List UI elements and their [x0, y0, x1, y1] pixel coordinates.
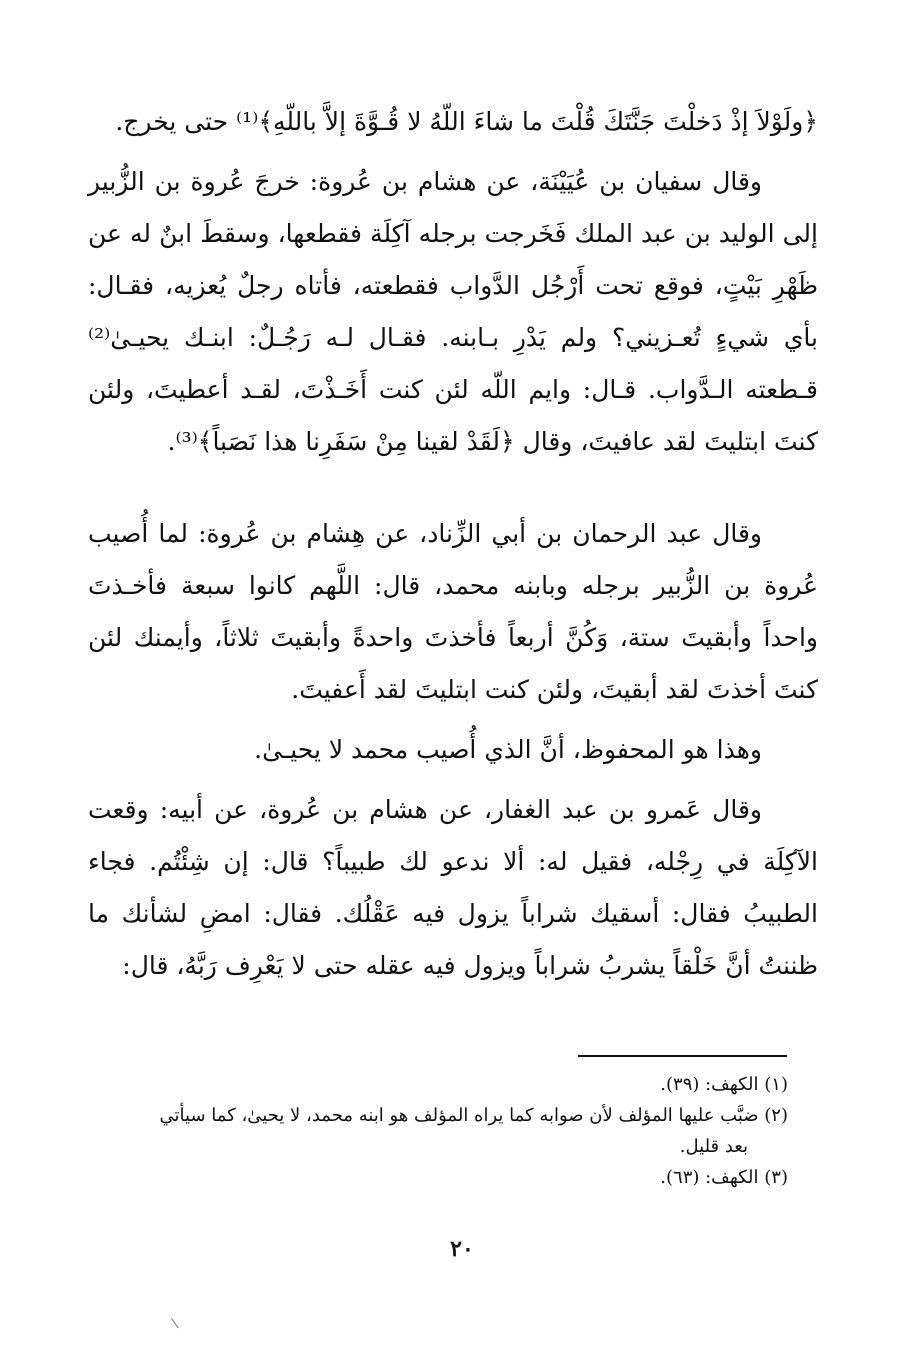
footnotes	[88, 1069, 788, 1193]
paragraph-sufyan: وقال سفيان بن عُيَيْنَة، عن هشام بن عُروة: خرجَ عُروة بن الزُّبير إلى الوليد بن عبد الملك فَخَرجت برجله آكِلَة فقطعها، وسقطَ ابنٌ له عن ظَهْرِ بَيْتٍ، فوقع تحت أَرْجُل الدَّواب فقطعته، فأتاه رجلٌ يُعزيه، فقـال: بأي شيءٍ تُعـزيني؟ ولم يَدْرِ بـابنه. فقـال لـه رَجُـلٌ: ابنـك يحيـىٰ⁽²⁾ قـطعته الـدَّواب. قـال: وايم اللّه لئن كنت أَخَـذْتَ، لقـد أعطيتَ، ولئن كنتَ ابتليتَ لقد عافيتَ، وقال ﴿لَقَدْ لقينا مِنْ سَفَرِنا هذا نَصَباً﴾⁽³⁾.	[88, 167, 818, 456]
footnote-3: (٣) الكهف: (٦٣).	[660, 1167, 788, 1188]
scan-speck	[171, 1316, 182, 1329]
footnote-1: (١) الكهف: (٣٩).	[660, 1074, 788, 1095]
paragraph-quran-verse: ﴿ولَوْلاَ إذْ دَخلْتَ جَنَّتَكَ قُلْتَ ما شاءَ اللّهُ لا قُـوَّةَ إلاَّ باللّهِ﴾⁽¹⁾ حتى يخرج.	[115, 107, 818, 136]
main-text	[88, 96, 818, 992]
footnote-divider	[578, 1055, 787, 1057]
footnote-2-continued: بعد قليل.	[679, 1136, 748, 1157]
paragraph-amr: وقال عَمرو بن عبد الغفار، عن هشام بن عُروة، عن أبيه: وقعت الآكِلَة في رِجْله، فقيل له: ألا ندعو لك طبيباً؟ قال: إن شِئْتُم. فجاء الطبيبُ فقال: أسقيك شراباً يزول فيه عَقْلُك. فقال: امضِ لشأنك ما ظننتُ أنَّ خَلْقاً يشربُ شراباً ويزول فيه عقله حتى لا يَعْرِف رَبَّهُ، قال:	[88, 795, 818, 980]
footnote-2: (٢) ضبَّب عليها المؤلف لأن صوابه كما يراه المؤلف هو ابنه محمد، لا يحيىٰ، كما سيأتي	[159, 1105, 788, 1126]
page-number: ٢٠	[450, 1236, 474, 1262]
paragraph-mahfuz: وهذا هو المحفوظ، أنَّ الذي أُصيب محمد لا يحيـىٰ.	[254, 735, 762, 764]
paragraph-abd-al-rahman: وقال عبد الرحمان بن أبي الزِّناد، عن هِشام بن عُروة: لما أُصيب عُروة بن الزُّبير برجله وبابنه محمد، قال: اللَّهم كانوا سبعة فأخـذتَ واحداً وأبقيتَ ستة، وَكُنَّ أربعاً فأخذتَ واحدةً وأبقيتَ ثلاثاً، وأيمنك لئن كنتَ أخذتَ لقد أبقيتَ، ولئن كنت ابتليتَ لقد أَعفيتَ.	[88, 519, 818, 704]
